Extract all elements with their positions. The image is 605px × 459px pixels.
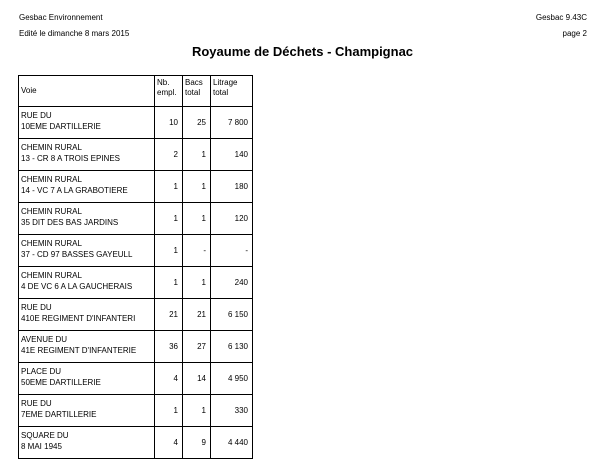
voie-name: 7EME DARTILLERIE bbox=[21, 410, 97, 419]
voie-name: 14 - VC 7 A LA GRABOTIERE bbox=[21, 186, 128, 195]
bacs-total-cell: 21 bbox=[183, 299, 211, 331]
nb-empl-cell: 21 bbox=[155, 299, 183, 331]
voie-type: PLACE DU bbox=[21, 367, 62, 376]
table-row bbox=[19, 203, 253, 235]
bacs-total-cell: 1 bbox=[183, 267, 211, 299]
bacs-total-cell: - bbox=[183, 235, 211, 267]
table-row bbox=[19, 171, 253, 203]
nb-empl-cell: 1 bbox=[155, 395, 183, 427]
bacs-total-cell: 27 bbox=[183, 331, 211, 363]
report-title: Royaume de Déchets - Champignac bbox=[191, 44, 414, 59]
table-header-row bbox=[19, 76, 253, 107]
litrage-total-cell: 4 440 bbox=[211, 427, 253, 459]
voie-type: SQUARE DU bbox=[21, 431, 69, 440]
waste-table bbox=[18, 75, 253, 459]
voie-cell bbox=[19, 299, 155, 331]
litrage-total-cell: - bbox=[211, 235, 253, 267]
voie-name: 37 - CD 97 BASSES GAYEULL bbox=[21, 250, 133, 259]
voie-name: 8 MAI 1945 bbox=[21, 442, 62, 451]
nb-empl-cell: 4 bbox=[155, 363, 183, 395]
bacs-total-cell: 9 bbox=[183, 427, 211, 459]
voie-name: 41E REGIMENT D'INFANTERIE bbox=[21, 346, 137, 355]
voie-type: RUE DU bbox=[21, 303, 52, 312]
litrage-total-cell: 140 bbox=[211, 139, 253, 171]
table-row bbox=[19, 363, 253, 395]
table-row bbox=[19, 235, 253, 267]
voie-cell bbox=[19, 267, 155, 299]
litrage-total-cell: 6 130 bbox=[211, 331, 253, 363]
page-number: page 2 bbox=[562, 29, 587, 38]
voie-name: 4 DE VC 6 A LA GAUCHERAIS bbox=[21, 282, 133, 291]
bacs-total-cell: 1 bbox=[183, 171, 211, 203]
header-voie: Voie bbox=[19, 76, 155, 107]
nb-empl-cell: 4 bbox=[155, 427, 183, 459]
voie-type: CHEMIN RURAL bbox=[21, 271, 82, 280]
nb-empl-cell: 1 bbox=[155, 203, 183, 235]
nb-empl-cell: 1 bbox=[155, 171, 183, 203]
voie-type: CHEMIN RURAL bbox=[21, 239, 82, 248]
nb-empl-cell: 10 bbox=[155, 107, 183, 139]
litrage-total-cell: 4 950 bbox=[211, 363, 253, 395]
voie-type: CHEMIN RURAL bbox=[21, 143, 82, 152]
voie-cell bbox=[19, 363, 155, 395]
litrage-total-cell: 240 bbox=[211, 267, 253, 299]
litrage-total-cell: 180 bbox=[211, 171, 253, 203]
table-row bbox=[19, 299, 253, 331]
nb-empl-cell: 36 bbox=[155, 331, 183, 363]
bacs-total-cell: 1 bbox=[183, 395, 211, 427]
nb-empl-cell: 1 bbox=[155, 267, 183, 299]
table-row bbox=[19, 107, 253, 139]
voie-type: AVENUE DU bbox=[21, 335, 68, 344]
voie-cell bbox=[19, 395, 155, 427]
table-row bbox=[19, 267, 253, 299]
voie-name: 35 DIT DES BAS JARDINS bbox=[21, 218, 119, 227]
voie-name: 13 - CR 8 A TROIS EPINES bbox=[21, 154, 120, 163]
voie-cell bbox=[19, 203, 155, 235]
litrage-total-cell: 330 bbox=[211, 395, 253, 427]
voie-type: CHEMIN RURAL bbox=[21, 207, 82, 216]
header-litrage-total: Litrage total bbox=[211, 76, 253, 107]
voie-type: CHEMIN RURAL bbox=[21, 175, 82, 184]
nb-empl-cell: 1 bbox=[155, 235, 183, 267]
voie-cell bbox=[19, 235, 155, 267]
bacs-total-cell: 1 bbox=[183, 139, 211, 171]
table-row bbox=[19, 427, 253, 459]
app-version: Gesbac 9.43C bbox=[535, 13, 587, 22]
bacs-total-cell: 1 bbox=[183, 203, 211, 235]
voie-cell bbox=[19, 331, 155, 363]
litrage-total-cell: 6 150 bbox=[211, 299, 253, 331]
voie-cell bbox=[19, 139, 155, 171]
header-bacs-total: Bacs total bbox=[183, 76, 211, 107]
table-row bbox=[19, 331, 253, 363]
voie-name: 410E REGIMENT D'INFANTERI bbox=[21, 314, 136, 323]
bacs-total-cell: 25 bbox=[183, 107, 211, 139]
header-nb-empl: Nb. empl. bbox=[155, 76, 183, 107]
litrage-total-cell: 7 800 bbox=[211, 107, 253, 139]
table-row bbox=[19, 395, 253, 427]
litrage-total-cell: 120 bbox=[211, 203, 253, 235]
voie-cell bbox=[19, 427, 155, 459]
voie-cell bbox=[19, 171, 155, 203]
voie-type: RUE DU bbox=[21, 111, 52, 120]
bacs-total-cell: 14 bbox=[183, 363, 211, 395]
voie-name: 50EME DARTILLERIE bbox=[21, 378, 101, 387]
app-name: Gesbac Environnement bbox=[19, 13, 103, 22]
voie-name: 10EME DARTILLERIE bbox=[21, 122, 101, 131]
voie-cell bbox=[19, 107, 155, 139]
edit-date: Edité le dimanche 8 mars 2015 bbox=[19, 29, 130, 38]
voie-type: RUE DU bbox=[21, 399, 52, 408]
table-row bbox=[19, 139, 253, 171]
nb-empl-cell: 2 bbox=[155, 139, 183, 171]
